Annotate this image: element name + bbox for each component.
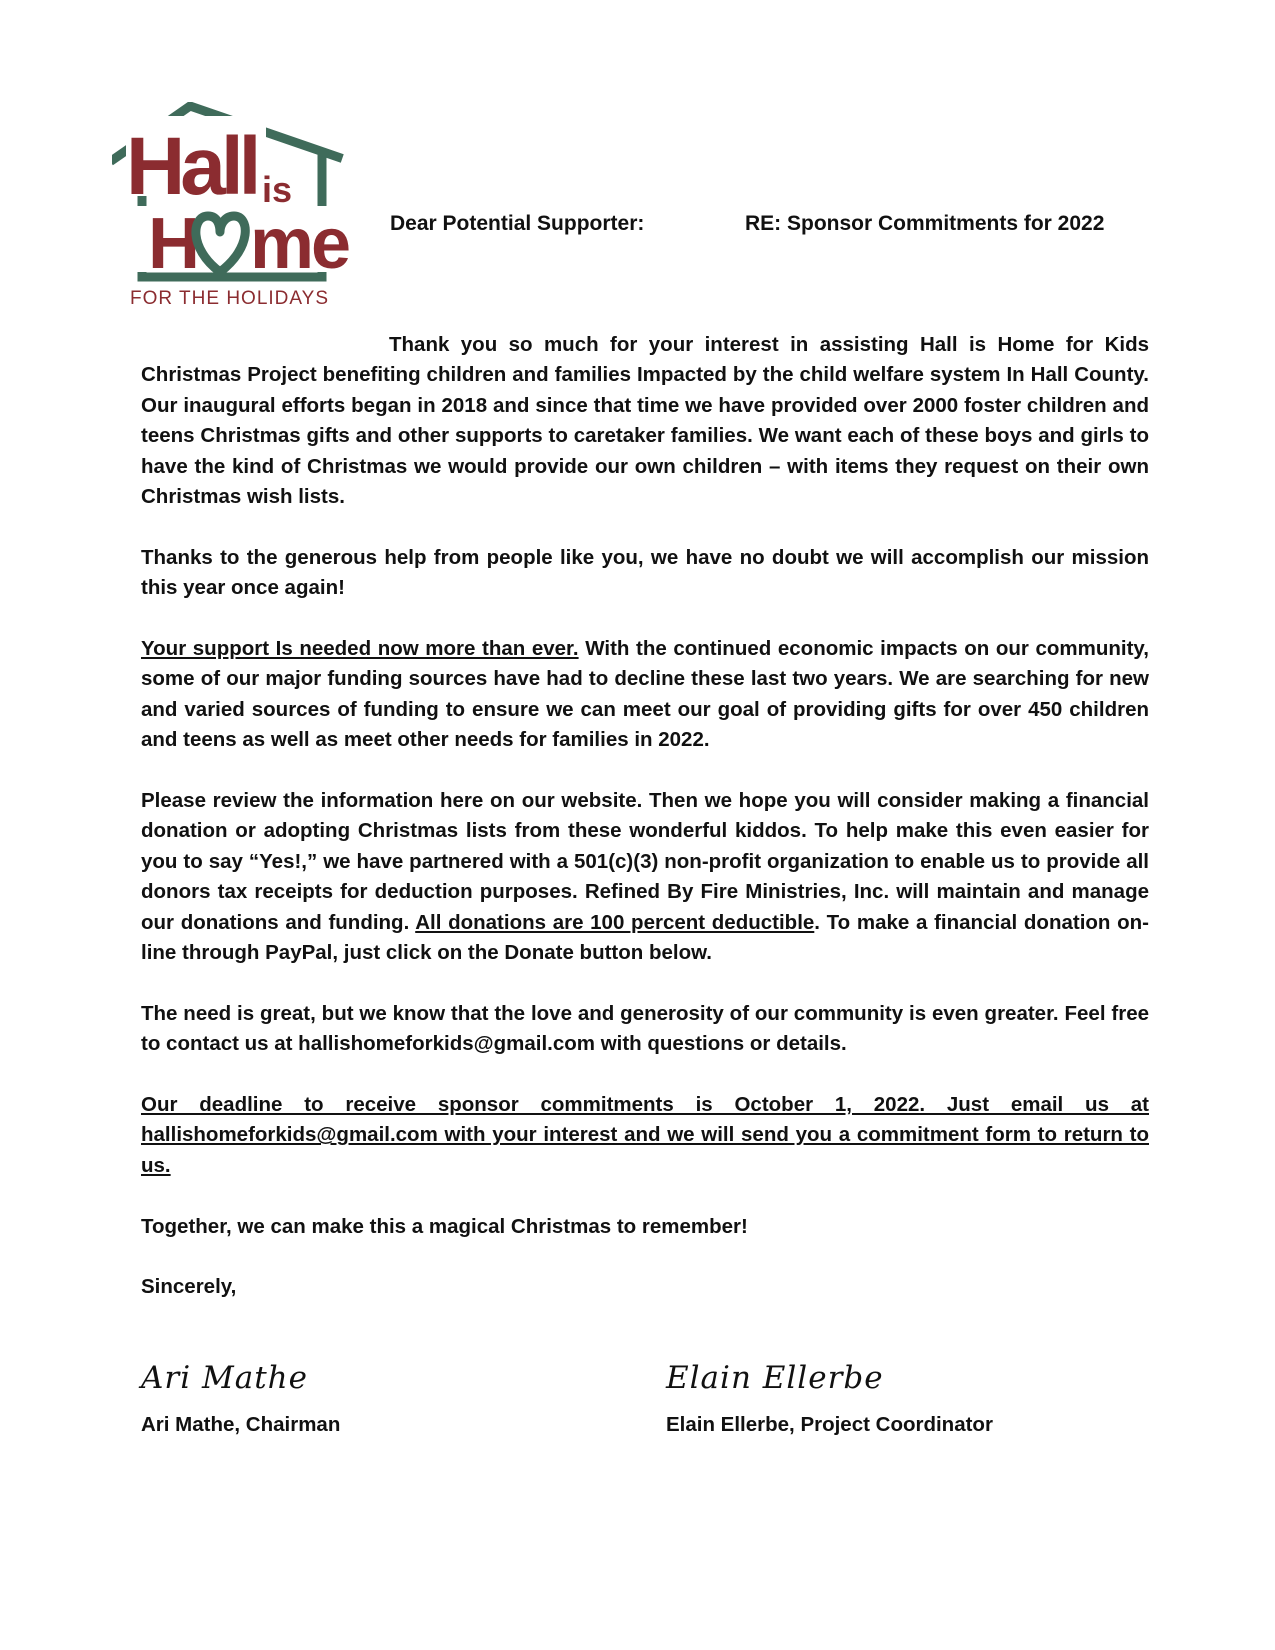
- paragraph-thanks: Thanks to the generous help from people like you, we have no doubt we will accomplish our mission this year once again!: [141, 545, 1149, 600]
- logo-word-is: is: [262, 169, 293, 210]
- paragraph-support-needed: [141, 634, 1149, 756]
- paragraph-donation-info: [141, 786, 1149, 968]
- donation-info-text: Please review the information here on our website. Then we hope you will consider making a financial donation or adopting Christmas lists from these wonderful kiddos. To help make this even easier for you to say “Yes!,” we have partnered with a 501(c)(3) non-profit organization to enable us to provide all donors tax receipts for deduction purposes. Refined By Fire Ministries, Inc. will maintain and manage our donations and funding.: [141, 789, 1149, 934]
- signature-elain-ellerbe: Elain Ellerbe: [666, 1360, 884, 1396]
- support-needed-emphasis: Your support Is needed now more than ever.: [141, 637, 579, 661]
- paragraph-contact: The need is great, but we know that the love and generosity of our community is even greater. Feel free to contact us at hallishomeforkids@gmail.com with questions or details.: [141, 1001, 1149, 1056]
- logo-word-h: H: [148, 204, 200, 284]
- logo-graphic: [112, 102, 382, 322]
- subject-line: RE: Sponsor Commitments for 2022: [745, 212, 1105, 235]
- logo-tagline: FOR THE HOLIDAYS: [130, 288, 329, 309]
- donation-info-end: . To make a financial donation on-line through PayPal, just click on the Donate button below.: [141, 910, 1150, 965]
- logo-word-hall: Hall: [126, 121, 257, 212]
- hall-is-home-logo: [112, 102, 382, 322]
- deductible-emphasis: All donations are 100 percent deductible: [415, 910, 815, 934]
- signer-project-coordinator: Elain Ellerbe, Project Coordinator: [666, 1413, 993, 1436]
- closing-salutation: Sincerely,: [141, 1275, 237, 1299]
- signer-chairman: Ari Mathe, Chairman: [141, 1413, 341, 1436]
- letter-body: [141, 330, 1149, 1333]
- salutation: Dear Potential Supporter:: [390, 212, 645, 235]
- logo-word-me: me: [250, 204, 349, 284]
- support-needed-text: With the continued economic impacts on our community, some of our major funding sources have had to decline these last two years. We are searching for new and varied sources of funding to ensure we can meet our goal of providing gifts for over 450 children and teens as well as meet other needs for families in 2022.: [141, 637, 1149, 752]
- paragraph-closing-wish: Together, we can make this a magical Christmas to remember!: [141, 1214, 748, 1238]
- paragraph-deadline: Our deadline to receive sponsor commitments is October 1, 2022. Just email us at hallishomeforkids@gmail.com with your interest and we will send you a commitment form to return to us.: [141, 1093, 1149, 1177]
- paragraph-intro: Thank you so much for your interest in assisting Hall is Home for Kids Christmas Project benefiting children and families Impacted by the child welfare system In Hall County. Our inaugural efforts began in 2018 and since that time we have provided over 2000 foster children and teens Christmas gifts and other supports to caretaker families. We want each of these boys and girls to have the kind of Christmas we would provide our own children – with items they request on their own Christmas wish lists.: [141, 333, 1149, 509]
- signature-ari-mathe: Ari Mathe: [141, 1360, 308, 1396]
